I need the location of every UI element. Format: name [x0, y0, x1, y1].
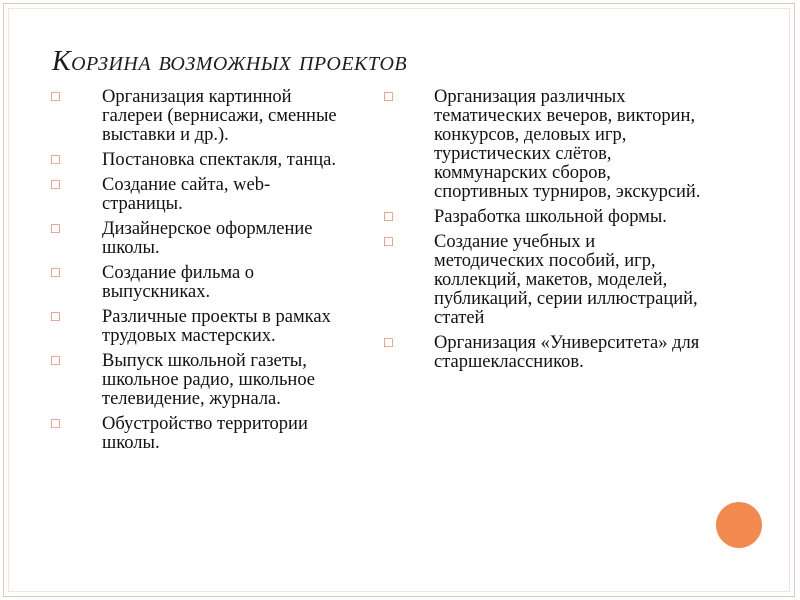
list-item: [50, 151, 350, 170]
list-item: [50, 220, 350, 258]
list-item-text: Создание сайта, web-страницы.: [102, 175, 271, 214]
bullet-icon: ☐: [50, 153, 61, 167]
list-item-text: Организация картинной галереи (вернисажи, сменные выставки и др.).: [102, 87, 337, 145]
list-item: [50, 308, 350, 346]
slide-title: Корзина возможных проектов: [52, 46, 408, 77]
list-item-text: Выпуск школьной газеты, школьное радио, школьное телевидение, журнала.: [102, 351, 316, 409]
list-item: [383, 233, 703, 328]
list-item: [50, 415, 350, 453]
bullet-icon: ☐: [383, 235, 394, 249]
list-item-text: Различные проекты в рамках трудовых мастерских.: [102, 307, 331, 346]
bullet-icon: ☐: [383, 90, 394, 104]
list-item-text: Организация различных тематических вечеров, викторин, конкурсов, деловых игр, туристических слётов, коммунарских сборов, спортивных турниров, экскурсий.: [434, 87, 701, 202]
bullet-icon: ☐: [50, 90, 61, 104]
bullet-icon: ☐: [50, 354, 61, 368]
list-item-text: Организация «Университета» для старшеклассников.: [434, 333, 700, 372]
bullet-icon: ☐: [50, 178, 61, 192]
list-item: [383, 334, 703, 372]
list-item: [50, 352, 350, 409]
list-item-text: Создание фильма о выпускниках.: [102, 263, 255, 302]
bullet-icon: ☐: [383, 336, 394, 350]
bullet-icon: ☐: [50, 266, 61, 280]
list-item: [383, 208, 703, 227]
list-item: [383, 88, 703, 202]
list-item-text: Обустройство территории школы.: [102, 414, 308, 453]
right-project-list: [383, 88, 703, 378]
left-project-list: [50, 88, 350, 459]
list-item: [50, 264, 350, 302]
bullet-icon: ☐: [50, 310, 61, 324]
list-item-text: Разработка школьной формы.: [434, 207, 667, 227]
bullet-icon: ☐: [50, 222, 61, 236]
list-item-text: Создание учебных и методических пособий, игр, коллекций, макетов, моделей, публикаций, серии иллюстраций, статей: [434, 232, 698, 328]
bullet-icon: ☐: [383, 210, 394, 224]
list-item-text: Дизайнерское оформление школы.: [102, 219, 313, 258]
bullet-icon: ☐: [50, 417, 61, 431]
list-item-text: Постановка спектакля, танца.: [102, 150, 336, 170]
decorative-circle: [716, 502, 762, 548]
list-item: [50, 88, 350, 145]
list-item: [50, 176, 350, 214]
